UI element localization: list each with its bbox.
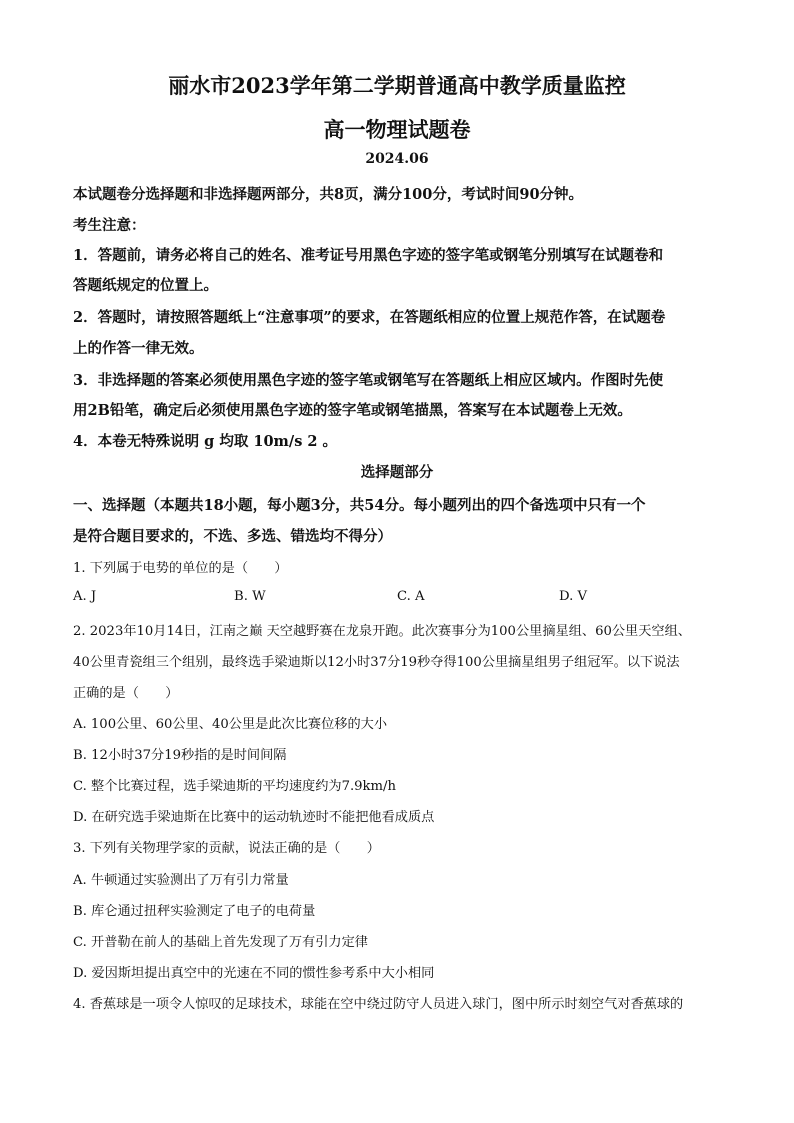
section-title: 选择题部分 bbox=[360, 464, 434, 481]
question-1-stem: 1. 下列属于电势的单位的是（ ） bbox=[73, 561, 288, 576]
section-intro-line: 一、选择题（本题共18小题，每小题3分，共54分。每小题列出的四个备选项中只有一个 bbox=[73, 497, 646, 514]
question-3-stem: 3. 下列有关物理学家的贡献，说法正确的是（ ） bbox=[73, 841, 380, 856]
notice-line: 2．答题时，请按照答题纸上“注意事项”的要求，在答题纸相应的位置上规范作答，在试题卷 bbox=[73, 309, 666, 326]
question-3-option-a: A. 牛顿通过实验测出了万有引力常量 bbox=[73, 873, 289, 888]
question-3-option-c: C. 开普勒在前人的基础上首先发现了万有引力定律 bbox=[73, 935, 368, 950]
notice-line: 用2B铅笔，确定后必须使用黑色字迹的签字笔或钢笔描黑，答案写在本试题卷上无效。 bbox=[73, 402, 632, 419]
notice-line: 3．非选择题的答案必须使用黑色字迹的签字笔或钢笔写在答题纸上相应区域内。作图时先使 bbox=[73, 372, 664, 389]
option-c: C. A bbox=[397, 589, 425, 604]
question-3-option-b: B. 库仑通过扭秤实验测定了电子的电荷量 bbox=[73, 904, 316, 919]
exam-intro: 本试题卷分选择题和非选择题两部分，共8页，满分100分，考试时间90分钟。 bbox=[73, 186, 584, 203]
exam-subtitle: 高一物理试题卷 bbox=[323, 117, 471, 142]
notice-title: 考生注意： bbox=[73, 217, 146, 234]
question-4-stem: 4. 香蕉球是一项令人惊叹的足球技术，球能在空中绕过防守人员进入球门，图中所示时刻空气对香蕉球的 bbox=[73, 997, 684, 1012]
notice-line: 1．答题前，请务必将自己的姓名、准考证号用黑色字迹的签字笔或钢笔分别填写在试题卷和 bbox=[73, 247, 664, 264]
notice-line: 4．本卷无特殊说明 g 均取 10m/s 2 。 bbox=[73, 433, 338, 450]
question-2-stem-line: 正确的是（ ） bbox=[73, 686, 179, 701]
question-3-option-d: D. 爱因斯坦提出真空中的光速在不同的惯性参考系中大小相同 bbox=[73, 966, 435, 981]
question-2-option-a: A. 100公里、60公里、40公里是此次比赛位移的大小 bbox=[73, 717, 388, 732]
exam-title: 丽水市2023学年第二学期普通高中教学质量监控 bbox=[168, 73, 626, 98]
section-intro-line: 是符合题目要求的，不选、多选、错选均不得分） bbox=[73, 528, 392, 545]
question-2-option-c: C. 整个比赛过程，选手梁迪斯的平均速度约为7.9km/h bbox=[73, 779, 396, 794]
question-2-option-b: B. 12小时37分19秒指的是时间间隔 bbox=[73, 748, 287, 763]
option-b: B. W bbox=[234, 589, 266, 604]
question-1-options bbox=[73, 589, 733, 607]
notice-line: 答题纸规定的位置上。 bbox=[73, 277, 218, 294]
option-a: A. J bbox=[73, 589, 97, 604]
option-d: D. V bbox=[559, 589, 588, 604]
notice-line: 上的作答一律无效。 bbox=[73, 340, 204, 357]
exam-date: 2024.06 bbox=[365, 151, 429, 167]
question-2-option-d: D. 在研究选手梁迪斯在比赛中的运动轨迹时不能把他看成质点 bbox=[73, 810, 435, 825]
question-2-stem-line: 40公里青瓷组三个组别，最终选手梁迪斯以12小时37分19秒夺得100公里摘星组男子组冠军。以下说法 bbox=[73, 655, 680, 670]
question-2-stem-line: 2. 2023年10月14日，江南之巅 天空越野赛在龙泉开跑。此次赛事分为100公里摘星组、60公里天空组、 bbox=[73, 624, 691, 639]
